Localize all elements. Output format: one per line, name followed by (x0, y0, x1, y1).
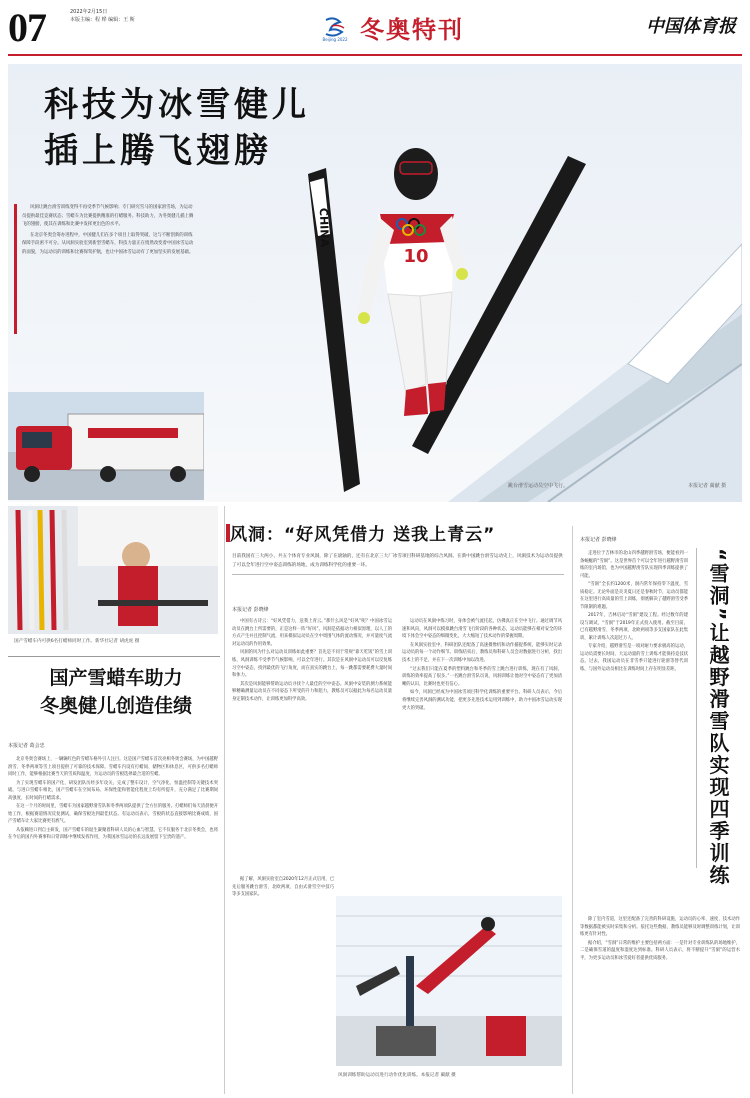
body-paragraph: 专家介绍，越野滑雪是一项对耐力要求极高的运动，运动员需要长时间、大运动量的雪上训练才能保持竞技状态。过去，我国运动员在非雪季只能进行轮滑等替代训练，与国外运动员相比在训练时间上存在明显差距。 (580, 644, 688, 672)
masthead-rule (8, 54, 742, 56)
body-paragraph: 中国有古诗云：“好风凭借力，送我上青云。”那什么风是“好风”呢？中国冰雪运动员在跳台上所需要的，正是这样一阵“好风”。风洞是依据动力相似原理，以人工的方式产生并且控制气流，用来模拟运动员在空中周围气体的流动情况，并可量度气流对运动员的作用效果。 (232, 619, 392, 647)
body-paragraph: 在风洞实验室中，科研团队还配备了高速摄像机和动作捕捉系统，能够实时记录运动员的每一个动作细节。训练结束后，教练员和科研人员会对数据进行分析，找出技术上的不足，并在下一次训练中加以改进。 (402, 642, 562, 663)
column-divider (224, 506, 225, 1094)
section-title: 冬奥特刊 (360, 16, 464, 44)
mid-article-column-1-bottom (232, 876, 334, 900)
mid-article-byline: 本报记者 彭晓烽 (232, 607, 269, 613)
left-headline-line-2: 冬奥健儿创造佳绩 (39, 695, 192, 717)
mid-article-column-2 (402, 618, 562, 713)
body-paragraph: 为了实现雪蜡车的国产化，研发团队历经多年攻关，完成了整车设计、空气净化、恒温控制等关键技术突破。与进口雪蜡车相比，国产雪蜡车在空间布局、环保性能和智能化程度上均有所提升，充分满足了比赛期间高强度、长时间的打蜡需求。 (8, 780, 218, 801)
paper-name: 中国体育报 (646, 16, 736, 37)
left-headline-line-1: 国产雪蜡车助力 (49, 667, 183, 689)
left-article-headline (14, 664, 218, 720)
mid-article-headline: 风洞：“好风凭借力 送我上青云” (230, 525, 496, 545)
right-article-body-bottom (580, 916, 740, 963)
left-article-rule (8, 656, 220, 657)
body-paragraph: 走进位于吉林市的北山四季越野滑雪场，便能看到一条蜿蜒的“雪洞”。这是世界首个可以全年进行越野滑雪训练的室内场馆，也为中国越野滑雪队实现四季训练提供了可能。 (580, 551, 688, 579)
mid-article-column-1 (232, 618, 392, 705)
date-text: 2022年2月15日 (70, 9, 108, 15)
right-article-byline: 本报记者 彭晓烽 (580, 537, 617, 543)
bib-number: 10 (403, 246, 429, 267)
intro-paragraph: 在北京冬奥会筹办进程中，中国健儿们在多个项目上取得突破，这与不断创新的训练保障手段密不可分。从风洞实验室到新型雪蜡车，科技力量正在悄然改变着中国冰雪运动的面貌，为运动员的训练和比赛保驾护航，也让中国冰雪运动有了更加坚实的发展基础。 (22, 232, 194, 255)
hero-headline (44, 82, 310, 174)
left-article-body (8, 756, 218, 843)
masthead (0, 0, 750, 56)
beijing-2022-logo-icon (318, 14, 352, 42)
body-paragraph: 在这一个月的时间里，雪蜡车为国家越野滑雪队和冬季两项队提供了全方位的服务。打蜡师们每天清晨便开始工作，根据赛道情况反复测试，确保雪板达到最佳状态。有运动员表示，雪板的状态直接影响比赛成绩，国产雪蜡车让大家比赛更有底气。 (8, 804, 218, 824)
body-paragraph: 从依赖进口到自主研发，国产雪蜡车的诞生凝聚着科研人员的心血与智慧。它不仅服务于北京冬奥会，也将在今后的国内外赛事和日常训练中继续发挥作用，为我国冰雪运动的长远发展留下宝贵的遗产。 (8, 827, 218, 840)
intro-accent-rule (14, 204, 17, 334)
left-article-byline: 本报记者 葛会忠 (8, 743, 45, 749)
body-paragraph: 除了室内雪道，这里还配备了完善的科研设施，运动员的心率、速度、技术动作等数据都能被实时采集和分析。依托这些数据，教练员能够及时调整训练计划，让训练更有针对性。 (580, 917, 740, 937)
mid-article-lead: 目前我国有三大两小、共五个体育专业风洞，除了在滚轴的，还有在北京三大厂冰雪项目科研基地的综合风洞。在新中国跳台滑雪运动史上，风洞技术为运动员提供了可以全年进行空中姿态训练的场地，成为训练科学化的重要一环。 (232, 552, 564, 575)
hero-headline-line-2: 插上腾飞翅膀 (44, 131, 272, 171)
body-paragraph: 北京冬奥会赛场上，一辆辆红色的雪蜡车格外引人注目。这是国产雪蜡车首次亮相冬奥会赛场，为中国越野滑雪、冬季两项等雪上项目提供了可靠的技术保障。雪蜡车内设有打蜡间、储物区和休息区，可供多名打蜡师同时工作，能够根据比赛当天的雪质和温度，为运动员的雪板选择最合适的雪蜡。 (8, 757, 218, 777)
body-paragraph: 其次是风洞能够帮助运动员寻找个人最佳的空中姿态。风洞中安装的测力系统能够精确测量运动员在不同姿态下所受的升力和阻力，教练员可以据此为每名运动员量身定制技术动作，让训练更加科学高效。 (232, 681, 392, 702)
hero-headline-line-1: 科技为冰雪健儿 (44, 85, 310, 125)
column-divider (572, 526, 573, 1094)
wax-photo-caption: 国产雪蜡车内可供6名打蜡师同时工作。新华社记者 胡虎虎 摄 (14, 639, 140, 644)
date-line (70, 8, 135, 24)
body-paragraph: 风洞的风为什么对运动员训练如此重要？首先是不同于常规“靠天吃饭”的雪上训练，风洞训练不受季节气候影响，可以全年进行。其次是在风洞中运动员可以反复练习空中姿态，找到最优的飞行角度，而在真实的跳台上，每一跳都需要耗费大量时间和体力。 (232, 650, 392, 679)
page-number: 07 (8, 5, 46, 50)
right-article-headline: “雪洞”让越野滑雪队实现四季训练 (706, 548, 730, 887)
intro-text (22, 204, 196, 260)
wax-truck-photo (8, 392, 204, 500)
edition-text: 本版主编：程 桦 编辑：王 斯 (70, 17, 135, 23)
ski-brand-text: CHINA (316, 207, 332, 248)
wax-technician-photo (8, 506, 218, 634)
intro-paragraph: 风洞让跳台滑雪训练变得不再受季节气候影响；专门研究雪马的国家滑雪场，为运动员提供最佳竞赛状态；雪蜡车为比赛提供精准的打蜡服务。科技助力，为冬奥健儿插上腾飞的翅膀，使其在训练和比赛中发挥更出色的水平。 (22, 205, 194, 228)
hero-caption: 跳台滑雪运动员空中飞行。 (508, 483, 569, 489)
body-paragraph: 运动员在风洞中练习时，身体会被气流托起，仿佛真正在空中飞行。通过调节风速和风向，风洞可以模拟跳台滑雪飞行阶段的各种状态，运动员能够在相对安全的环境下体会空中姿态的细微变化，大大缩短了技术动作的掌握周期。 (402, 619, 562, 640)
hero-credit: 本报记者 蔺献 摄 (688, 483, 727, 489)
body-paragraph: 据了解，风洞实验室自2020年12月正式启用，已先后服务跳台滑雪、北欧两项、自由式滑雪空中技巧等多支国家队。 (232, 877, 334, 898)
right-headline-rule (696, 548, 697, 868)
body-paragraph: “过去我们只能在夏季的塑料跳台和冬季的雪上跳台进行训练，现在有了风洞，训练的效率提高了很多。”一名跳台滑雪队员说，风洞训练让他对空中姿态有了更加清晰的认识，比赛时也更有信心。 (402, 666, 562, 687)
right-article-body (580, 550, 688, 674)
body-paragraph: 如今，风洞已经成为中国冰雪项目科学化训练的重要平台。科研人员表示，今后将继续完善风洞的测试功能，把更多先进技术运用到训练中，助力中国冰雪运动实现更大的突破。 (402, 690, 562, 711)
body-paragraph: 2017年，吉林启动“雪洞”建设工程。经过数年的建设与调试，“雪洞”于2019年正式投入使用。截至目前，已有越野滑雪、冬季两项、北欧两项等多支国家队在此集训，累计训练人次超过万人。 (580, 613, 688, 641)
body-paragraph: “雪洞”全长约1200米，洞内常年保持零下温度，雪质稳定。无论外面是炎炎夏日还是春秋时节，运动员都能在这里进行高质量的雪上训练，彻底解决了越野滑雪受季节限制的难题。 (580, 582, 688, 610)
wind-tunnel-caption: 风洞训练帮助运动员进行动作优化训练。本报记者 蔺献 摄 (338, 1073, 456, 1078)
wind-tunnel-photo (336, 896, 562, 1066)
logo-caption: Beijing 2022 (322, 37, 348, 42)
body-paragraph: 据介绍，“雪洞”日常的维护主要包括两方面：一是针对专业训练队的场地维护，二是确保雪道的温度和湿度达到标准。科研人员表示，将不断提升“雪洞”的运营水平，为更多运动员和冰雪爱好者提供优质服务。 (580, 940, 740, 961)
